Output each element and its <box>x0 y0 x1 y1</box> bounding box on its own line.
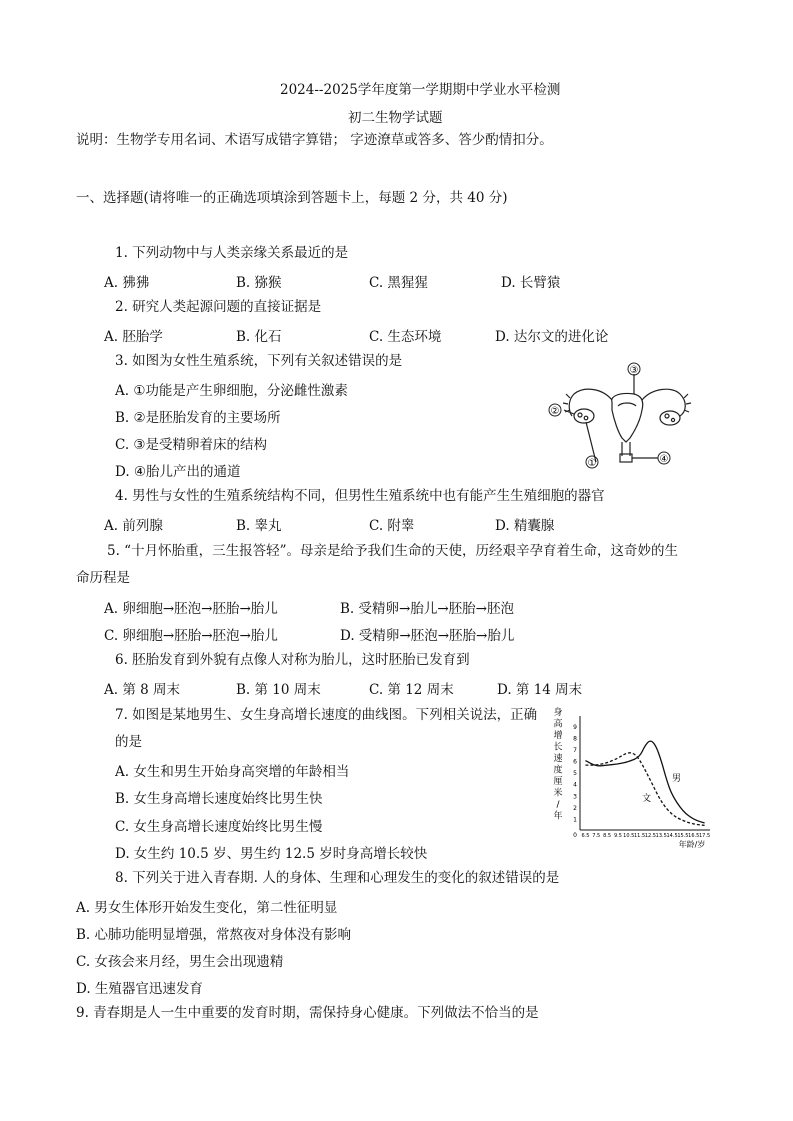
legend-female-label: 文 <box>642 794 652 804</box>
x-tick-label: 12.5 <box>644 833 656 839</box>
x-tick-label: 10.5 <box>623 833 635 839</box>
x-tick-label: 15.5 <box>677 833 689 839</box>
q8-option-b: B. 心肺功能明显增强，常熬夜对身体没有影响 <box>76 927 352 943</box>
q4-option-a: A. 前列腺 <box>104 518 163 534</box>
q4-stem: 4. 男性与女性的生殖系统结构不同，但男性生殖系统中也有能产生生殖细胞的器官 <box>115 488 605 504</box>
q2-stem: 2. 研究人类起源问题的直接证据是 <box>115 299 322 315</box>
q8-option-d: D. 生殖器官迅速发育 <box>76 981 203 997</box>
x-tick-label: 8.5 <box>603 833 612 839</box>
q1-stem: 1. 下列动物中与人类亲缘关系最近的是 <box>115 245 349 261</box>
x-tick-label: 6.5 <box>581 833 590 839</box>
q2-option-a: A. 胚胎学 <box>104 329 163 345</box>
x-tick-label: 9.5 <box>613 833 622 839</box>
x-tick-label: 14.5 <box>666 833 678 839</box>
x-tick-label: 11.5 <box>634 833 646 839</box>
series-line-male <box>585 741 704 823</box>
q1-option-a: A. 狒狒 <box>104 275 150 291</box>
q1-option-d: D. 长臂猿 <box>501 275 561 291</box>
fig-label-3: ③ <box>629 365 639 376</box>
q5-option-d: D. 受精卵→胚泡→胚胎→胎儿 <box>340 628 515 644</box>
y-tick-label: 2 <box>573 804 577 812</box>
chart-axes <box>580 716 710 830</box>
y-tick-label: 6 <box>573 758 577 766</box>
q7-option-b: B. 女生身高增长速度始终比男生快 <box>115 791 323 807</box>
q7-option-d: D. 女生约 10.5 岁、男生约 12.5 岁时身高增长较快 <box>115 846 428 862</box>
chart-ticks <box>573 724 710 839</box>
q4-option-d: D. 精囊腺 <box>495 518 555 534</box>
q7-stem-line2: 的是 <box>115 734 142 750</box>
q8-option-a: A. 男女生体形开始发生变化，第二性征明显 <box>76 900 338 916</box>
chart-lines <box>585 741 704 825</box>
female-reproductive-figure <box>540 358 700 470</box>
q5-option-a: A. 卵细胞→胚泡→胚胎→胎儿 <box>104 601 278 617</box>
x-tick-label: 13.5 <box>655 833 667 839</box>
y-tick-label: 4 <box>573 781 577 789</box>
x-tick-label: 17.5 <box>699 833 711 839</box>
y-tick-label: 9 <box>573 723 577 731</box>
fig-label-2: ② <box>550 406 560 417</box>
q7-stem-line1: 7. 如图是某地男生、女生身高增长速度的曲线图。下列相关说法，正确 <box>115 707 538 723</box>
q6-option-b: B. 第 10 周末 <box>236 682 321 698</box>
origin-label: 0 <box>573 832 577 839</box>
q4-option-c: C. 附睾 <box>369 518 415 534</box>
q3-option-b: B. ②是胚胎发育的主要场所 <box>115 410 281 426</box>
chart-ylabel: 身高增长速度厘米/年 <box>553 708 563 822</box>
exam-note: 说明：生物学专用名词、术语写成错字算错； 字迹潦草或答多、答少酌情扣分。 <box>76 132 553 148</box>
q5-option-c: C. 卵细胞→胚胎→胚泡→胎儿 <box>104 628 278 644</box>
q2-option-d: D. 达尔文的进化论 <box>495 329 609 345</box>
q6-option-c: C. 第 12 周末 <box>369 682 454 698</box>
section-heading: 一、选择题(请将唯一的正确选项填涂到答题卡上，每题 2 分，共 40 分) <box>76 190 508 206</box>
legend-male-label: 男 <box>672 774 682 784</box>
q5-stem-line2: 命历程是 <box>76 570 130 586</box>
y-tick-label: 3 <box>573 793 577 801</box>
q3-option-a: A. ①功能是产生卵细胞，分泌雌性激素 <box>115 383 348 399</box>
y-tick-label: 7 <box>573 746 577 754</box>
q5-stem-line1: 5. “十月怀胎重，三生报答轻”。母亲是给予我们生命的天使，历经艰辛孕育着生命，这奇妙的生 <box>107 543 678 559</box>
q3-stem: 3. 如图为女性生殖系统，下列有关叙述错误的是 <box>115 353 403 369</box>
fig-label-4: ④ <box>659 454 669 465</box>
q7-option-a: A. 女生和男生开始身高突增的年龄相当 <box>115 764 350 780</box>
exam-title: 2024--2025学年度第一学期期中学业水平检测 <box>280 82 561 98</box>
x-tick-label: 7.5 <box>592 833 601 839</box>
q4-option-b: B. 睾丸 <box>236 518 282 534</box>
y-tick-label: 8 <box>573 735 577 743</box>
exam-subtitle: 初二生物学试题 <box>348 110 443 126</box>
height-growth-chart <box>550 705 715 852</box>
y-tick-label: 5 <box>573 770 577 778</box>
q3-option-c: C. ③是受精卵着床的结构 <box>115 437 268 453</box>
q5-option-b: B. 受精卵→胎儿→胚胎→胚泡 <box>340 601 514 617</box>
q6-option-d: D. 第 14 周末 <box>497 682 583 698</box>
q8-option-c: C. 女孩会来月经，男生会出现遗精 <box>76 954 284 970</box>
q3-option-d: D. ④胎儿产出的通道 <box>115 464 241 480</box>
y-tick-label: 1 <box>573 816 577 824</box>
q8-stem: 8. 下列关于进入青春期. 人的身体、生理和心理发生的变化的叙述错误的是 <box>115 870 560 886</box>
q1-option-c: C. 黑猩猩 <box>369 275 428 291</box>
x-tick-label: 16.5 <box>688 833 700 839</box>
q1-option-b: B. 猕猴 <box>236 275 282 291</box>
q2-option-b: B. 化石 <box>236 329 282 345</box>
q9-stem: 9. 青春期是人一生中重要的发育时期，需保持身心健康。下列做法不恰当的是 <box>76 1005 539 1021</box>
q6-stem: 6. 胚胎发育到外貌有点像人对称为胎儿，这时胚胎已发育到 <box>115 652 470 668</box>
fig-label-1: ① <box>587 458 597 469</box>
chart-xlabel: 年龄/岁 <box>678 840 706 849</box>
q7-option-c: C. 女生身高增长速度始终比男生慢 <box>115 819 323 835</box>
q6-option-a: A. 第 8 周末 <box>104 682 181 698</box>
q2-option-c: C. 生态环境 <box>369 329 442 345</box>
